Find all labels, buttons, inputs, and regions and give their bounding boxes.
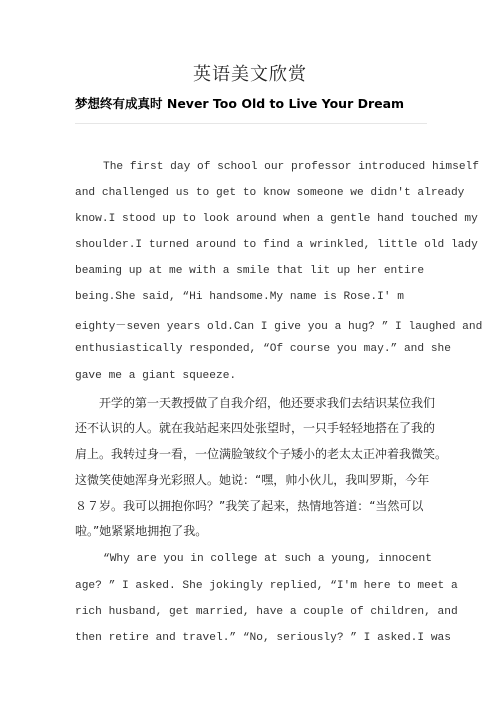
document-subtitle: 梦想终有成真时 Never Too Old to Live Your Dream: [75, 96, 405, 111]
english-line: shoulder.I turned around to find a wrinkled, little old lady: [75, 239, 478, 251]
english-line: and challenged us to get to know someone we didn't already: [75, 187, 465, 199]
header-divider: [75, 123, 427, 124]
english-line: beaming up at me with a smile that lit up her entire: [75, 265, 425, 277]
chinese-line: ８７岁。我可以拥抱你吗？”我笑了起来，热情地答道：“当然可以: [75, 499, 424, 513]
chinese-line: 啦。”她紧紧地拥抱了我。: [75, 524, 208, 538]
chinese-line: 这微笑使她浑身光彩照人。她说：“嘿，帅小伙儿，我叫罗斯，今年: [75, 473, 430, 487]
english-line: enthusiastically responded, “Of course you may.” and she: [75, 343, 451, 355]
chinese-line: 肩上。我转过身一看，一位满脸皱纹个子矮小的老太太正冲着我微笑。: [75, 447, 448, 461]
chinese-line: 还不认识的人。就在我站起来四处张望时，一只手轻轻地搭在了我的: [75, 421, 436, 435]
english-line: being.She said, “Hi handsome.My name is Rose.I' m: [75, 291, 404, 303]
english-line: gave me a giant squeeze.: [75, 370, 237, 382]
english-line: know.I stood up to look around when a gentle hand touched my: [75, 213, 478, 225]
english-line: rich husband, get married, have a couple of children, and: [75, 606, 458, 618]
document-title: 英语美文欣赏: [193, 64, 307, 85]
english-line: then retire and travel.” “No, seriously? ” I asked.I was: [75, 632, 451, 644]
english-line: eighty－seven years old.Can I give you a hug? ” I laughed and: [75, 321, 483, 333]
english-line: The first day of school our professor introduced himself: [103, 161, 479, 173]
chinese-line: 开学的第一天教授做了自我介绍，他还要求我们去结识某位我们: [99, 396, 436, 410]
english-line: age? ” I asked. She jokingly replied, “I'm here to meet a: [75, 580, 458, 592]
english-line: “Why are you in college at such a young, innocent: [103, 553, 432, 565]
